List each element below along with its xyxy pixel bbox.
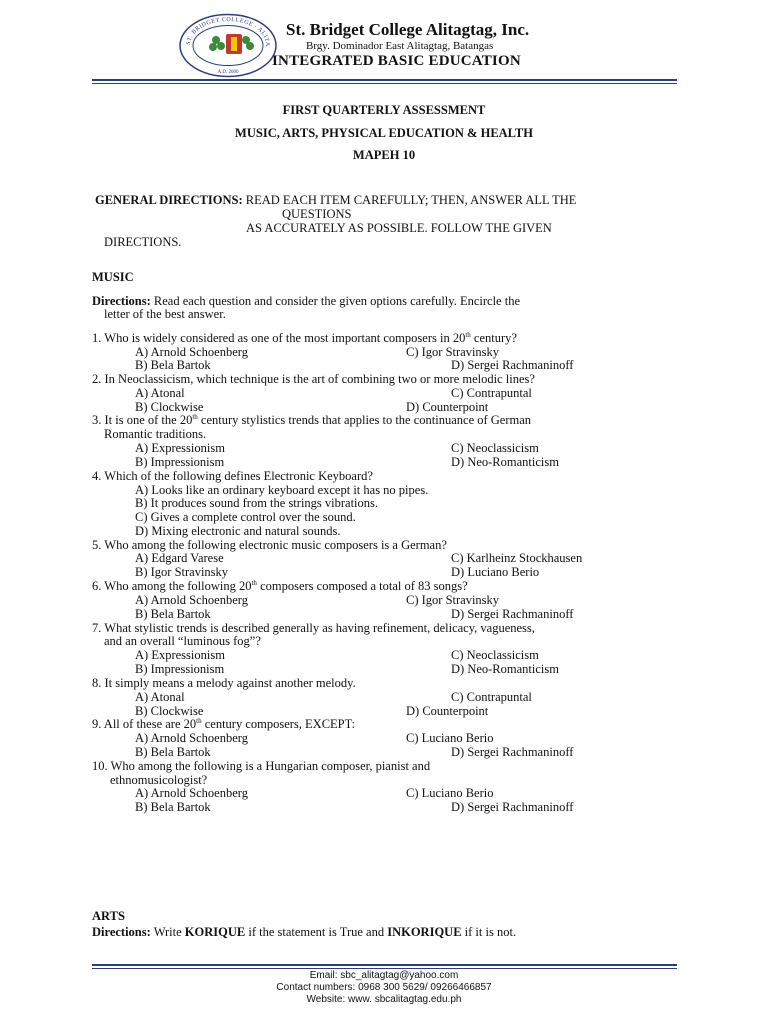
option-c[interactable]: C) Igor Stravinsky [406, 593, 500, 607]
option-d[interactable]: D) Counterpoint [406, 704, 489, 718]
option-b[interactable]: B) Clockwise [135, 704, 204, 718]
footer-rule-bottom [92, 968, 677, 969]
option-a[interactable]: A) Edgard Varese [135, 551, 224, 565]
question-10: 10. Who among the following is a Hungarian composer, pianist and [92, 759, 431, 773]
question-2: 2. In Neoclassicism, which technique is the art of combining two or more melodic lines? [92, 372, 535, 386]
school-seal [178, 13, 278, 78]
general-directions-label: GENERAL DIRECTIONS: [95, 193, 243, 207]
option-c[interactable]: C) Karlheinz Stockhausen [451, 551, 583, 565]
option-d[interactable]: D) Sergei Rachmaninoff [451, 607, 574, 621]
question-3: 3. It is one of the 20th century stylistics trends that applies to the continuance of German [92, 413, 532, 427]
option-a[interactable]: A) Arnold Schoenberg [135, 786, 248, 800]
option-a[interactable]: A) Arnold Schoenberg [135, 731, 248, 745]
general-directions [95, 193, 576, 208]
option-d[interactable]: D) Neo-Romanticism [451, 455, 559, 469]
inkorique-keyword: INKORIQUE [387, 925, 462, 939]
option-d[interactable]: D) Luciano Berio [451, 565, 540, 579]
option-d[interactable]: D) Sergei Rachmaninoff [451, 745, 574, 759]
svg-text:ST. BRIDGET COLLEGE · ALITAGTA [178, 13, 270, 47]
option-b[interactable]: B) Bela Bartok [135, 745, 211, 759]
option-c[interactable]: C) Contrapuntal [451, 690, 532, 704]
option-a[interactable]: A) Arnold Schoenberg [135, 345, 248, 359]
option-a[interactable]: A) Atonal [135, 386, 185, 400]
option-b[interactable]: B) It produces sound from the strings vibrations. [135, 496, 379, 510]
department-name: INTEGRATED BASIC EDUCATION [272, 53, 521, 69]
option-c[interactable]: C) Gives a complete control over the sound. [135, 510, 356, 524]
option-c[interactable]: C) Luciano Berio [406, 731, 494, 745]
header-rule-bottom [92, 83, 677, 84]
option-d[interactable]: D) Sergei Rachmaninoff [451, 358, 574, 372]
general-directions-text-4: DIRECTIONS. [104, 235, 182, 249]
option-a[interactable]: A) Looks like an ordinary keyboard except it has no pipes. [135, 483, 429, 497]
music-directions-label: Directions: [92, 294, 151, 308]
music-heading: MUSIC [92, 270, 134, 284]
option-c[interactable]: C) Neoclassicism [451, 441, 539, 455]
option-b[interactable]: B) Bela Bartok [135, 607, 211, 621]
option-c[interactable]: C) Igor Stravinsky [406, 345, 500, 359]
school-name: St. Bridget College Alitagtag, Inc. [286, 20, 530, 39]
header-rule-top [92, 79, 677, 81]
option-c[interactable]: C) Neoclassicism [451, 648, 539, 662]
footer-rule-top [92, 964, 677, 966]
music-directions-text: Read each question and consider the given options carefully. Encircle the [153, 294, 520, 308]
question-7: 7. What stylistic trends is described generally as having refinement, delicacy, vagueness, [92, 621, 535, 635]
question-10-line-2: ethnomusicologist? [110, 773, 208, 787]
question-3-line-2: Romantic traditions. [104, 427, 207, 441]
grade-title: MAPEH 10 [352, 148, 416, 162]
arts-directions: Directions: Write KORIQUE if the statement is True and INKORIQUE if it is not. [92, 925, 517, 939]
question-1: 1. Who is widely considered as one of the most important composers in 20th century? [92, 331, 517, 345]
arts-heading: ARTS [92, 909, 125, 923]
school-address: Brgy. Dominador East Alitagtag, Batangas [306, 40, 494, 52]
general-directions-text-2: QUESTIONS [282, 207, 352, 221]
option-b[interactable]: B) Impressionism [135, 662, 225, 676]
question-4: 4. Which of the following defines Electronic Keyboard? [92, 469, 373, 483]
seal-text: ST. BRIDGET COLLEGE · ALITA [185, 16, 271, 47]
music-directions-text-2: letter of the best answer. [104, 307, 226, 321]
option-a[interactable]: A) Arnold Schoenberg [135, 593, 248, 607]
option-d[interactable]: D) Neo-Romanticism [451, 662, 559, 676]
option-a[interactable]: A) Expressionism [135, 441, 225, 455]
footer-website: Website: www. sbcalitagtag.edu.ph [306, 994, 462, 1005]
option-d[interactable]: D) Sergei Rachmaninoff [451, 800, 574, 814]
question-9: 9. All of these are 20th century composers, EXCEPT: [92, 717, 356, 731]
option-b[interactable]: B) Impressionism [135, 455, 225, 469]
option-c[interactable]: C) Contrapuntal [451, 386, 532, 400]
option-b[interactable]: B) Igor Stravinsky [135, 565, 229, 579]
option-c[interactable]: C) Luciano Berio [406, 786, 494, 800]
question-8: 8. It simply means a melody against another melody. [92, 676, 356, 690]
option-d[interactable]: D) Mixing electronic and natural sounds. [135, 524, 341, 538]
option-d[interactable]: D) Counterpoint [406, 400, 489, 414]
option-a[interactable]: A) Expressionism [135, 648, 225, 662]
footer-contact: Contact numbers: 0968 300 5629/ 09266466857 [276, 982, 492, 993]
option-b[interactable]: B) Bela Bartok [135, 800, 211, 814]
arts-directions-label: Directions: [92, 925, 151, 939]
question-5: 5. Who among the following electronic music composers is a German? [92, 538, 447, 552]
question-7-line-2: and an overall “luminous fog”? [104, 634, 261, 648]
korique-keyword: KORIQUE [184, 925, 246, 939]
option-a[interactable]: A) Atonal [135, 690, 185, 704]
option-b[interactable]: B) Clockwise [135, 400, 204, 414]
general-directions-text-1: READ EACH ITEM CAREFULLY; THEN, ANSWER ALL THE [245, 193, 577, 207]
subject-title: MUSIC, ARTS, PHYSICAL EDUCATION & HEALTH [235, 126, 533, 140]
seal-year: A.D. 2000 [217, 70, 239, 75]
footer-email: Email: sbc_alitagtag@yahoo.com [309, 970, 459, 981]
question-6: 6. Who among the following 20th composers composed a total of 83 songs? [92, 579, 468, 593]
option-b[interactable]: B) Bela Bartok [135, 358, 211, 372]
general-directions-text-3: AS ACCURATELY AS POSSIBLE. FOLLOW THE GIVEN [246, 221, 552, 235]
assessment-title: FIRST QUARTERLY ASSESSMENT [282, 103, 486, 117]
